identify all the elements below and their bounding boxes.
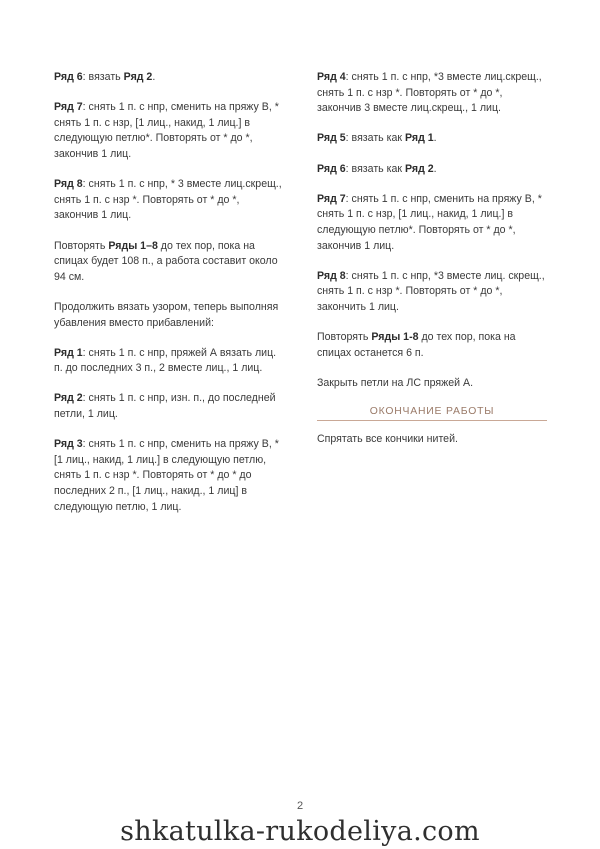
row-label: Ряд 6: [54, 71, 83, 83]
instruction-text: Повторять: [54, 239, 109, 252]
instruction-paragraph: [317, 70, 549, 117]
row-label: Ряд 7: [54, 101, 83, 114]
row-label: Ряд 8: [54, 178, 83, 191]
instruction-paragraph: [317, 330, 549, 361]
page-number: 2: [296, 800, 304, 812]
section-heading: ОКОНЧАНИЕ РАБОТЫ: [317, 406, 547, 421]
instruction-paragraph: [54, 177, 286, 224]
right-instructions: [317, 70, 549, 391]
instruction-paragraph: [54, 239, 286, 286]
instruction-paragraph: [317, 162, 549, 178]
instruction-text: Закрыть петли на ЛС пряжей А.: [317, 376, 474, 389]
instruction-paragraph: [317, 376, 549, 392]
instruction-paragraph: [54, 437, 286, 515]
instruction-text: : снять 1 п. с нпр, изн. п., до последней петли, 1 лиц.: [54, 392, 276, 421]
instruction-text: : вязать как: [345, 132, 405, 145]
instruction-text: : снять 1 п. с нпр, пряжей А вязать лиц. п. до последних 3 п., 2 вместе лиц., 1 лиц.: [54, 346, 277, 375]
instruction-text: : снять 1 п. с нпр, * 3 вместе лиц.скрещ., снять 1 п. с нзр *. Повторять от * до *, закончив 1 лиц.: [54, 178, 282, 222]
instruction-text: до тех пор, пока на спицах останется 6 п.: [317, 331, 516, 359]
row-label: Ряд 2: [404, 162, 434, 175]
instruction-paragraph: [317, 269, 549, 316]
row-label: Ряды 1–8: [108, 239, 158, 252]
instruction-paragraph: [317, 192, 549, 254]
instruction-paragraph: [317, 131, 549, 147]
row-label: Ряд 1: [54, 346, 83, 359]
watermark: shkatulka-rukodeliya.com: [120, 816, 480, 847]
instruction-text: : снять 1 п. с нпр, *3 вместе лиц. скрещ., снять 1 п. с нзр *. Повторять от * до *, закончить 1 лиц.: [317, 269, 545, 313]
instruction-paragraph: [54, 100, 286, 162]
row-label: Ряд 3: [54, 438, 83, 451]
row-label: Ряд 5: [317, 132, 346, 145]
instruction-text: : снять 1 п. с нпр, сменить на пряжу В, * снять 1 п. с нзр, [1 лиц., накид, 1 лиц.] в следующую петлю*. Повторять от * до *, закончив 1 лиц.: [317, 192, 542, 252]
instruction-text: : снять 1 п. с нпр, сменить на пряжу В, * снять 1 п. с нзр, [1 лиц., накид, 1 лиц.] в следующую петлю*. Повторять от * до *, закончив 1 лиц.: [54, 101, 279, 160]
instruction-text: : снять 1 п. с нпр, *3 вместе лиц.скрещ., снять 1 п. с нзр *. Повторять от * до *, закончив 3 вместе лиц.скрещ., 1 лиц.: [317, 71, 542, 115]
section-text: Спрятать все кончики нитей.: [317, 433, 458, 446]
instruction-text: : снять 1 п. с нпр, сменить на пряжу В, *[1 лиц., накид, 1 лиц.] в следующую петлю, снять 1 п. с нзр *. Повторять от * до * до последних 2 п., [1 лиц., накид., 1 лиц] в следующую петлю, 1 лиц.: [54, 438, 279, 513]
instruction-text: : вязать как: [345, 162, 405, 175]
row-label: Ряд 4: [317, 71, 346, 83]
left-column: [54, 70, 286, 530]
right-column: [317, 70, 549, 462]
instruction-paragraph: [54, 70, 286, 86]
instruction-paragraph: [54, 300, 286, 331]
row-label: Ряд 8: [317, 269, 346, 282]
row-label: Ряд 2: [123, 71, 153, 83]
row-label: Ряд 6: [317, 162, 346, 175]
instruction-paragraph: [54, 346, 286, 377]
row-label: Ряд 1: [404, 132, 434, 145]
instruction-text: .: [433, 162, 437, 175]
row-label: Ряд 7: [317, 192, 346, 205]
instruction-text: до тех пор, пока на спицах будет 108 п., а работа составит около 94 см.: [54, 239, 278, 283]
instruction-text: Продолжить вязать узором, теперь выполняя убавления вместо прибавлений:: [54, 300, 279, 329]
row-label: Ряды 1-8: [371, 331, 419, 344]
instruction-paragraph: [54, 391, 286, 422]
instruction-text: .: [152, 71, 156, 83]
row-label: Ряд 2: [54, 392, 83, 405]
instruction-text: .: [433, 132, 437, 145]
instruction-text: Повторять: [317, 331, 372, 344]
instruction-text: : вязать: [82, 71, 124, 83]
